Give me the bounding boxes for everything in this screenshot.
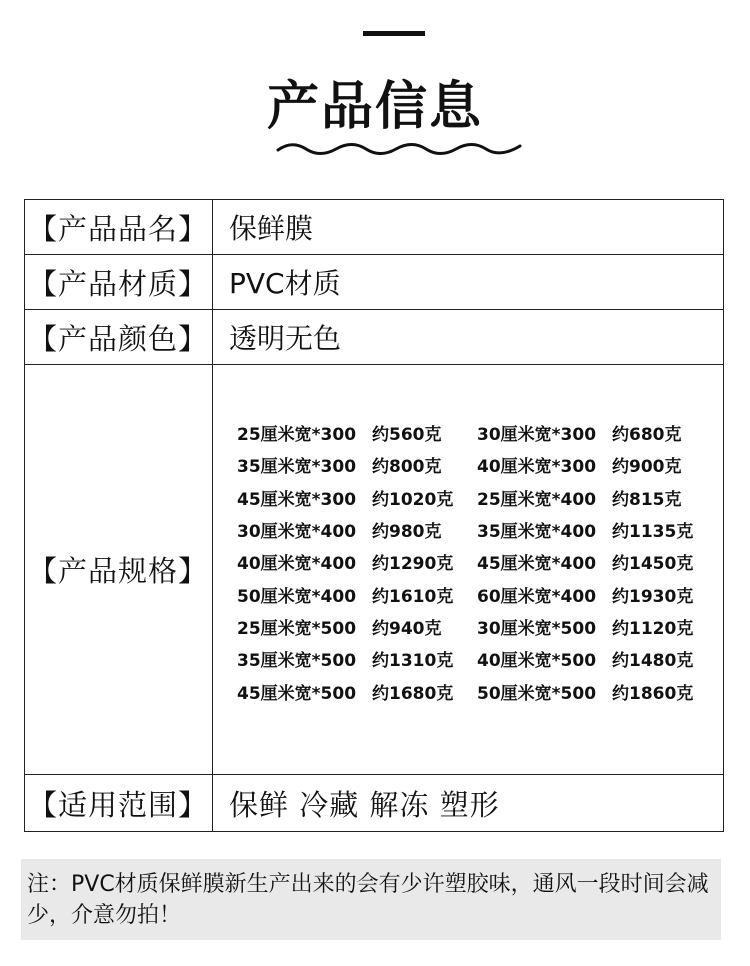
spec-size: 40厘米宽*300	[477, 457, 597, 478]
spec-size: 30厘米宽*400	[237, 522, 357, 543]
spec-size: 60厘米宽*400	[477, 586, 597, 607]
spec-weight: 约680克	[612, 425, 682, 446]
spec-size: 50厘米宽*500	[477, 683, 597, 704]
spec-size: 45厘米宽*300	[237, 489, 357, 510]
page-title: 产品信息	[266, 77, 483, 137]
table-row-name	[25, 200, 724, 255]
spec-weight: 约560克	[372, 425, 442, 446]
spec-weight: 约1480克	[612, 651, 694, 672]
spec-size: 40厘米宽*500	[477, 651, 597, 672]
spec-size: 35厘米宽*400	[477, 522, 597, 543]
spec-size: 35厘米宽*300	[237, 457, 357, 478]
table-row-color	[25, 310, 724, 365]
spec-grid	[213, 419, 723, 710]
spec-weight: 约980克	[372, 522, 442, 543]
spec-weight: 约1290克	[372, 554, 454, 575]
spec-weight: 约1135克	[612, 522, 694, 543]
spec-weight: 约1860克	[612, 683, 694, 704]
spec-weight: 约1450克	[612, 554, 694, 575]
spec-weight: 约1680克	[372, 683, 454, 704]
spec-weight: 约800克	[372, 457, 442, 478]
spec-size: 35厘米宽*500	[237, 651, 357, 672]
row-label: 【产品颜色】	[25, 310, 213, 365]
spec-size: 25厘米宽*400	[477, 489, 597, 510]
table-row-spec	[25, 365, 724, 775]
row-label: 【产品规格】	[25, 365, 213, 775]
table-row-material	[25, 255, 724, 310]
title-accent-bar	[363, 31, 425, 36]
spec-weight: 约900克	[612, 457, 682, 478]
spec-size: 40厘米宽*400	[237, 554, 357, 575]
spec-size: 45厘米宽*400	[477, 554, 597, 575]
spec-size: 25厘米宽*300	[237, 425, 357, 446]
row-label: 【产品品名】	[25, 200, 213, 255]
spec-size: 50厘米宽*400	[237, 586, 357, 607]
spec-cell	[213, 365, 724, 775]
product-info-table	[24, 199, 724, 832]
row-label: 【适用范围】	[25, 775, 213, 832]
row-value: 保鲜膜	[213, 200, 724, 255]
spec-weight: 约1120克	[612, 618, 694, 639]
spec-weight: 约940克	[372, 618, 442, 639]
row-value: 透明无色	[213, 310, 724, 365]
table-row-usage	[25, 775, 724, 832]
spec-weight: 约1610克	[372, 586, 454, 607]
spec-weight: 约1930克	[612, 586, 694, 607]
row-value: 保鲜 冷藏 解冻 塑形	[213, 775, 724, 832]
row-label: 【产品材质】	[25, 255, 213, 310]
spec-weight: 约815克	[612, 489, 682, 510]
wave-divider	[276, 138, 522, 160]
notice-box: 注：PVC材质保鲜膜新生产出来的会有少许塑胶味，通风一段时间会减少，介意勿拍！	[21, 859, 721, 940]
spec-size: 45厘米宽*500	[237, 683, 357, 704]
spec-weight: 约1020克	[372, 489, 454, 510]
spec-size: 30厘米宽*500	[477, 618, 597, 639]
spec-size: 30厘米宽*300	[477, 425, 597, 446]
spec-size: 25厘米宽*500	[237, 618, 357, 639]
spec-weight: 约1310克	[372, 651, 454, 672]
row-value: PVC材质	[213, 255, 724, 310]
